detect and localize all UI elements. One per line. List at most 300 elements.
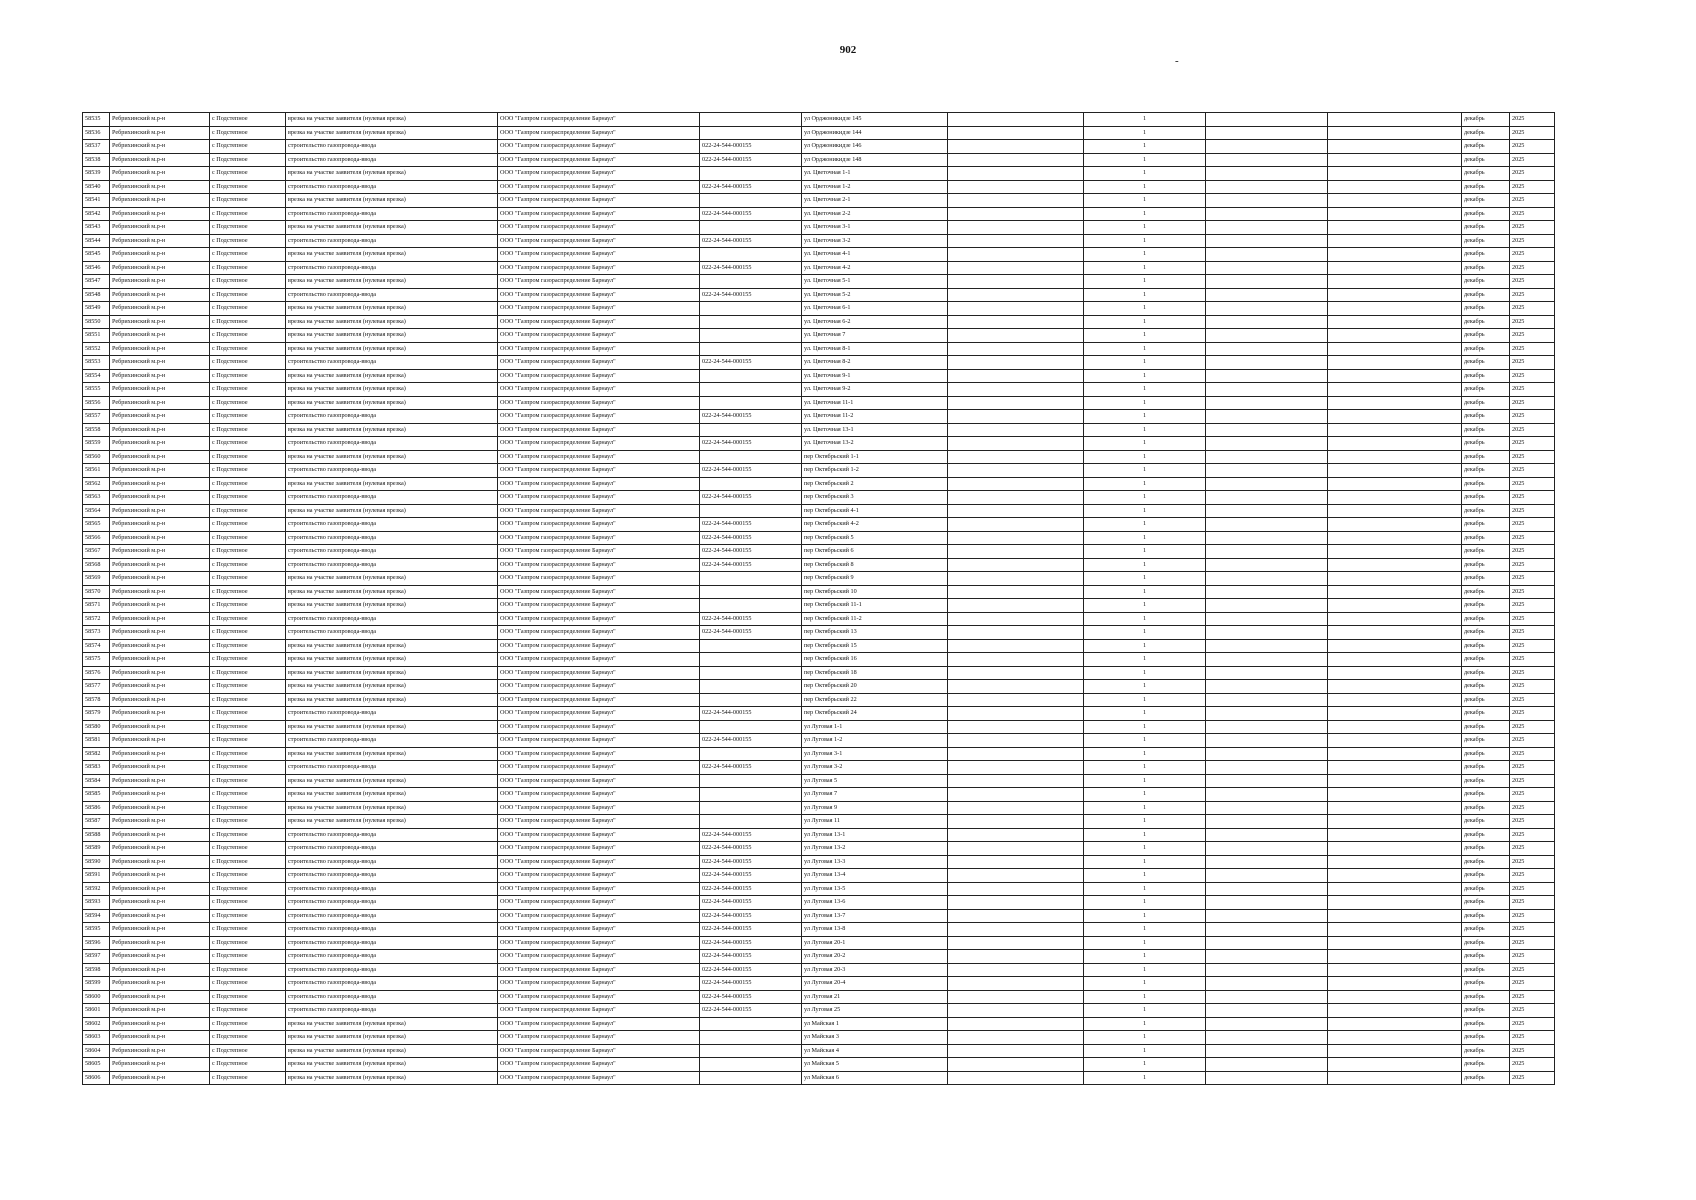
work-type-cell: врезка на участке заявителя (нулевая врезка) [286,477,498,491]
row-number: 58594 [83,909,110,923]
row-number: 58544 [83,234,110,248]
empty-cell [948,990,1084,1004]
empty-cell [1328,558,1462,572]
owner-cell: ООО "Газпром газораспределение Барнаул" [498,464,700,478]
settlement-cell: с Подстепное [210,329,286,343]
district-cell: Ребрихинский м.р-н [110,977,210,991]
settlement-cell: с Подстепное [210,774,286,788]
empty-cell [948,626,1084,640]
empty-cell [1328,801,1462,815]
address-cell: пер Октябрьский 9 [802,572,948,586]
month-cell: декабрь [1462,423,1510,437]
project-number-cell: 022-24-544-000155 [700,855,802,869]
district-cell: Ребрихинский м.р-н [110,1044,210,1058]
empty-cell [1206,234,1328,248]
address-cell: пер Октябрьский 5 [802,531,948,545]
project-number-cell [700,1031,802,1045]
year-cell: 2025 [1510,437,1555,451]
row-number: 58571 [83,599,110,613]
month-cell: декабрь [1462,909,1510,923]
district-cell: Ребрихинский м.р-н [110,734,210,748]
work-type-cell: строительство газопровода-ввода [286,410,498,424]
settlement-cell: с Подстепное [210,410,286,424]
district-cell: Ребрихинский м.р-н [110,207,210,221]
year-cell: 2025 [1510,909,1555,923]
table-row [83,761,1555,775]
owner-cell: ООО "Газпром газораспределение Барнаул" [498,626,700,640]
row-number: 58588 [83,828,110,842]
row-number: 58566 [83,531,110,545]
work-type-cell: строительство газопровода-ввода [286,707,498,721]
address-cell: пер Октябрьский 22 [802,693,948,707]
work-type-cell: строительство газопровода-ввода [286,437,498,451]
work-type-cell: строительство газопровода-ввода [286,963,498,977]
address-cell: ул. Цветочная 11-2 [802,410,948,424]
month-cell: декабрь [1462,504,1510,518]
empty-cell [1328,1071,1462,1085]
empty-cell [1328,747,1462,761]
quantity-cell: 1 [1084,828,1206,842]
owner-cell: ООО "Газпром газораспределение Барнаул" [498,248,700,262]
year-cell: 2025 [1510,248,1555,262]
table-row [83,369,1555,383]
table-row [83,774,1555,788]
empty-cell [1328,882,1462,896]
project-number-cell [700,653,802,667]
row-number: 58546 [83,261,110,275]
settlement-cell: с Подстепное [210,126,286,140]
project-number-cell [700,599,802,613]
address-cell: ул Луговая 13-3 [802,855,948,869]
settlement-cell: с Подстепное [210,572,286,586]
empty-cell [948,842,1084,856]
empty-cell [1328,909,1462,923]
table-row [83,410,1555,424]
settlement-cell: с Подстепное [210,140,286,154]
quantity-cell: 1 [1084,572,1206,586]
district-cell: Ребрихинский м.р-н [110,869,210,883]
district-cell: Ребрихинский м.р-н [110,423,210,437]
empty-cell [1206,923,1328,937]
owner-cell: ООО "Газпром газораспределение Барнаул" [498,221,700,235]
year-cell: 2025 [1510,639,1555,653]
empty-cell [1328,639,1462,653]
year-cell: 2025 [1510,1004,1555,1018]
owner-cell: ООО "Газпром газораспределение Барнаул" [498,801,700,815]
table-row [83,207,1555,221]
quantity-cell: 1 [1084,788,1206,802]
month-cell: декабрь [1462,315,1510,329]
owner-cell: ООО "Газпром газораспределение Барнаул" [498,342,700,356]
empty-cell [1328,113,1462,127]
district-cell: Ребрихинский м.р-н [110,720,210,734]
empty-cell [948,383,1084,397]
empty-cell [948,180,1084,194]
empty-cell [948,1044,1084,1058]
table-row [83,909,1555,923]
empty-cell [1206,869,1328,883]
empty-cell [1206,882,1328,896]
empty-cell [948,302,1084,316]
row-number: 58580 [83,720,110,734]
table-row [83,383,1555,397]
empty-cell [1328,302,1462,316]
quantity-cell: 1 [1084,221,1206,235]
month-cell: декабрь [1462,329,1510,343]
project-number-cell: 022-24-544-000155 [700,234,802,248]
work-type-cell: врезка на участке заявителя (нулевая врезка) [286,329,498,343]
settlement-cell: с Подстепное [210,882,286,896]
work-type-cell: строительство газопровода-ввода [286,518,498,532]
empty-cell [1206,153,1328,167]
year-cell: 2025 [1510,207,1555,221]
settlement-cell: с Подстепное [210,437,286,451]
settlement-cell: с Подстепное [210,1044,286,1058]
work-type-cell: врезка на участке заявителя (нулевая врезка) [286,1031,498,1045]
year-cell: 2025 [1510,221,1555,235]
empty-cell [948,639,1084,653]
district-cell: Ребрихинский м.р-н [110,288,210,302]
work-type-cell: строительство газопровода-ввода [286,545,498,559]
project-number-cell: 022-24-544-000155 [700,545,802,559]
district-cell: Ребрихинский м.р-н [110,221,210,235]
year-cell: 2025 [1510,140,1555,154]
empty-cell [1328,504,1462,518]
table-row [83,828,1555,842]
empty-cell [948,491,1084,505]
district-cell: Ребрихинский м.р-н [110,329,210,343]
empty-cell [948,599,1084,613]
quantity-cell: 1 [1084,936,1206,950]
empty-cell [1328,396,1462,410]
district-cell: Ребрихинский м.р-н [110,653,210,667]
work-type-cell: строительство газопровода-ввода [286,842,498,856]
work-type-cell: врезка на участке заявителя (нулевая врезка) [286,221,498,235]
district-cell: Ребрихинский м.р-н [110,248,210,262]
work-type-cell: строительство газопровода-ввода [286,734,498,748]
address-cell: ул Луговая 5 [802,774,948,788]
quantity-cell: 1 [1084,410,1206,424]
month-cell: декабрь [1462,261,1510,275]
table-row [83,747,1555,761]
row-number: 58581 [83,734,110,748]
owner-cell: ООО "Газпром газораспределение Барнаул" [498,194,700,208]
table-row [83,558,1555,572]
empty-cell [948,1071,1084,1085]
quantity-cell: 1 [1084,815,1206,829]
empty-cell [948,558,1084,572]
empty-cell [1328,153,1462,167]
address-cell: ул Луговая 20-2 [802,950,948,964]
table-row [83,936,1555,950]
empty-cell [948,167,1084,181]
quantity-cell: 1 [1084,626,1206,640]
month-cell: декабрь [1462,720,1510,734]
work-type-cell: врезка на участке заявителя (нулевая врезка) [286,369,498,383]
project-number-cell [700,680,802,694]
empty-cell [1328,464,1462,478]
empty-cell [1206,450,1328,464]
district-cell: Ребрихинский м.р-н [110,801,210,815]
empty-cell [1206,842,1328,856]
empty-cell [948,477,1084,491]
project-number-cell: 022-24-544-000155 [700,1004,802,1018]
district-cell: Ребрихинский м.р-н [110,477,210,491]
quantity-cell: 1 [1084,963,1206,977]
address-cell: ул. Цветочная 1-1 [802,167,948,181]
quantity-cell: 1 [1084,356,1206,370]
month-cell: декабрь [1462,369,1510,383]
year-cell: 2025 [1510,1071,1555,1085]
work-type-cell: врезка на участке заявителя (нулевая врезка) [286,113,498,127]
year-cell: 2025 [1510,788,1555,802]
settlement-cell: с Подстепное [210,923,286,937]
owner-cell: ООО "Газпром газораспределение Барнаул" [498,504,700,518]
table-row [83,585,1555,599]
address-cell: пер Октябрьский 20 [802,680,948,694]
address-cell: ул Орджоникидзе 144 [802,126,948,140]
project-number-cell [700,248,802,262]
empty-cell [1328,990,1462,1004]
work-type-cell: врезка на участке заявителя (нулевая врезка) [286,774,498,788]
settlement-cell: с Подстепное [210,275,286,289]
register-body [83,113,1555,1085]
project-number-cell: 022-24-544-000155 [700,180,802,194]
address-cell: ул. Цветочная 8-2 [802,356,948,370]
empty-cell [1206,1044,1328,1058]
owner-cell: ООО "Газпром газораспределение Барнаул" [498,788,700,802]
address-cell: пер Октябрьский 13 [802,626,948,640]
table-row [83,626,1555,640]
empty-cell [1328,693,1462,707]
work-type-cell: строительство газопровода-ввода [286,977,498,991]
table-row [83,612,1555,626]
empty-cell [1206,207,1328,221]
address-cell: ул. Цветочная 6-1 [802,302,948,316]
table-row [83,248,1555,262]
month-cell: декабрь [1462,774,1510,788]
empty-cell [1206,626,1328,640]
empty-cell [1328,383,1462,397]
row-number: 58570 [83,585,110,599]
empty-cell [948,396,1084,410]
empty-cell [948,869,1084,883]
settlement-cell: с Подстепное [210,693,286,707]
project-number-cell: 022-24-544-000155 [700,207,802,221]
work-type-cell: строительство газопровода-ввода [286,153,498,167]
empty-cell [948,977,1084,991]
table-row [83,963,1555,977]
address-cell: ул. Цветочная 4-2 [802,261,948,275]
empty-cell [1328,869,1462,883]
work-type-cell: строительство газопровода-ввода [286,626,498,640]
table-row [83,653,1555,667]
owner-cell: ООО "Газпром газораспределение Барнаул" [498,167,700,181]
year-cell: 2025 [1510,288,1555,302]
empty-cell [1328,855,1462,869]
address-cell: ул Майская 3 [802,1031,948,1045]
table-row [83,788,1555,802]
year-cell: 2025 [1510,707,1555,721]
row-number: 58582 [83,747,110,761]
month-cell: декабрь [1462,518,1510,532]
project-number-cell: 022-24-544-000155 [700,936,802,950]
quantity-cell: 1 [1084,855,1206,869]
quantity-cell: 1 [1084,518,1206,532]
empty-cell [948,234,1084,248]
owner-cell: ООО "Газпром газораспределение Барнаул" [498,936,700,950]
year-cell: 2025 [1510,869,1555,883]
month-cell: декабрь [1462,788,1510,802]
work-type-cell: врезка на участке заявителя (нулевая врезка) [286,572,498,586]
address-cell: пер Октябрьский 15 [802,639,948,653]
row-number: 58535 [83,113,110,127]
empty-cell [948,693,1084,707]
quantity-cell: 1 [1084,585,1206,599]
project-number-cell [700,194,802,208]
address-cell: ул. Цветочная 5-2 [802,288,948,302]
month-cell: декабрь [1462,342,1510,356]
project-number-cell: 022-24-544-000155 [700,707,802,721]
table-row [83,531,1555,545]
empty-cell [1206,302,1328,316]
month-cell: декабрь [1462,1044,1510,1058]
row-number: 58590 [83,855,110,869]
address-cell: ул Луговая 25 [802,1004,948,1018]
empty-cell [948,680,1084,694]
table-row [83,707,1555,721]
empty-cell [948,275,1084,289]
empty-cell [1328,261,1462,275]
district-cell: Ребрихинский м.р-н [110,518,210,532]
district-cell: Ребрихинский м.р-н [110,815,210,829]
district-cell: Ребрихинский м.р-н [110,491,210,505]
row-number: 58573 [83,626,110,640]
empty-cell [1206,936,1328,950]
table-row [83,1058,1555,1072]
year-cell: 2025 [1510,342,1555,356]
year-cell: 2025 [1510,720,1555,734]
year-cell: 2025 [1510,167,1555,181]
address-cell: пер Октябрьский 18 [802,666,948,680]
month-cell: декабрь [1462,248,1510,262]
row-number: 58603 [83,1031,110,1045]
address-cell: ул. Цветочная 13-1 [802,423,948,437]
row-number: 58559 [83,437,110,451]
row-number: 58538 [83,153,110,167]
owner-cell: ООО "Газпром газораспределение Барнаул" [498,977,700,991]
empty-cell [1328,653,1462,667]
address-cell: ул Луговая 13-2 [802,842,948,856]
empty-cell [1206,383,1328,397]
row-number: 58585 [83,788,110,802]
month-cell: декабрь [1462,950,1510,964]
project-number-cell: 022-24-544-000155 [700,437,802,451]
empty-cell [948,545,1084,559]
empty-cell [948,248,1084,262]
work-type-cell: строительство газопровода-ввода [286,869,498,883]
work-type-cell: строительство газопровода-ввода [286,990,498,1004]
year-cell: 2025 [1510,882,1555,896]
district-cell: Ребрихинский м.р-н [110,1017,210,1031]
empty-cell [948,1004,1084,1018]
row-number: 58604 [83,1044,110,1058]
month-cell: декабрь [1462,194,1510,208]
district-cell: Ребрихинский м.р-н [110,167,210,181]
empty-cell [1206,531,1328,545]
empty-cell [1206,410,1328,424]
empty-cell [1206,288,1328,302]
district-cell: Ребрихинский м.р-н [110,788,210,802]
empty-cell [948,329,1084,343]
year-cell: 2025 [1510,356,1555,370]
work-type-cell: строительство газопровода-ввода [286,1004,498,1018]
work-type-cell: врезка на участке заявителя (нулевая врезка) [286,315,498,329]
project-number-cell [700,396,802,410]
row-number: 58576 [83,666,110,680]
settlement-cell: с Подстепное [210,423,286,437]
empty-cell [1328,734,1462,748]
empty-cell [948,720,1084,734]
empty-cell [1328,410,1462,424]
row-number: 58547 [83,275,110,289]
row-number: 58565 [83,518,110,532]
settlement-cell: с Подстепное [210,680,286,694]
work-type-cell: врезка на участке заявителя (нулевая врезка) [286,680,498,694]
project-number-cell [700,585,802,599]
work-type-cell: строительство газопровода-ввода [286,491,498,505]
year-cell: 2025 [1510,234,1555,248]
address-cell: ул Луговая 1-2 [802,734,948,748]
address-cell: ул Луговая 13-8 [802,923,948,937]
project-number-cell: 022-24-544-000155 [700,923,802,937]
year-cell: 2025 [1510,828,1555,842]
year-cell: 2025 [1510,761,1555,775]
month-cell: декабрь [1462,653,1510,667]
empty-cell [948,612,1084,626]
empty-cell [948,572,1084,586]
district-cell: Ребрихинский м.р-н [110,153,210,167]
work-type-cell: врезка на участке заявителя (нулевая врезка) [286,720,498,734]
year-cell: 2025 [1510,275,1555,289]
empty-cell [1206,909,1328,923]
settlement-cell: с Подстепное [210,896,286,910]
empty-cell [948,923,1084,937]
district-cell: Ребрихинский м.р-н [110,990,210,1004]
work-type-cell: врезка на участке заявителя (нулевая врезка) [286,653,498,667]
row-number: 58593 [83,896,110,910]
owner-cell: ООО "Газпром газораспределение Барнаул" [498,923,700,937]
empty-cell [1206,126,1328,140]
quantity-cell: 1 [1084,1044,1206,1058]
district-cell: Ребрихинский м.р-н [110,531,210,545]
quantity-cell: 1 [1084,977,1206,991]
table-row [83,261,1555,275]
row-number: 58560 [83,450,110,464]
row-number: 58542 [83,207,110,221]
address-cell: ул. Цветочная 8-1 [802,342,948,356]
year-cell: 2025 [1510,855,1555,869]
address-cell: ул. Цветочная 3-2 [802,234,948,248]
year-cell: 2025 [1510,653,1555,667]
owner-cell: ООО "Газпром газораспределение Барнаул" [498,585,700,599]
month-cell: декабрь [1462,977,1510,991]
row-number: 58562 [83,477,110,491]
empty-cell [1328,329,1462,343]
district-cell: Ребрихинский м.р-н [110,936,210,950]
empty-cell [948,909,1084,923]
district-cell: Ребрихинский м.р-н [110,383,210,397]
